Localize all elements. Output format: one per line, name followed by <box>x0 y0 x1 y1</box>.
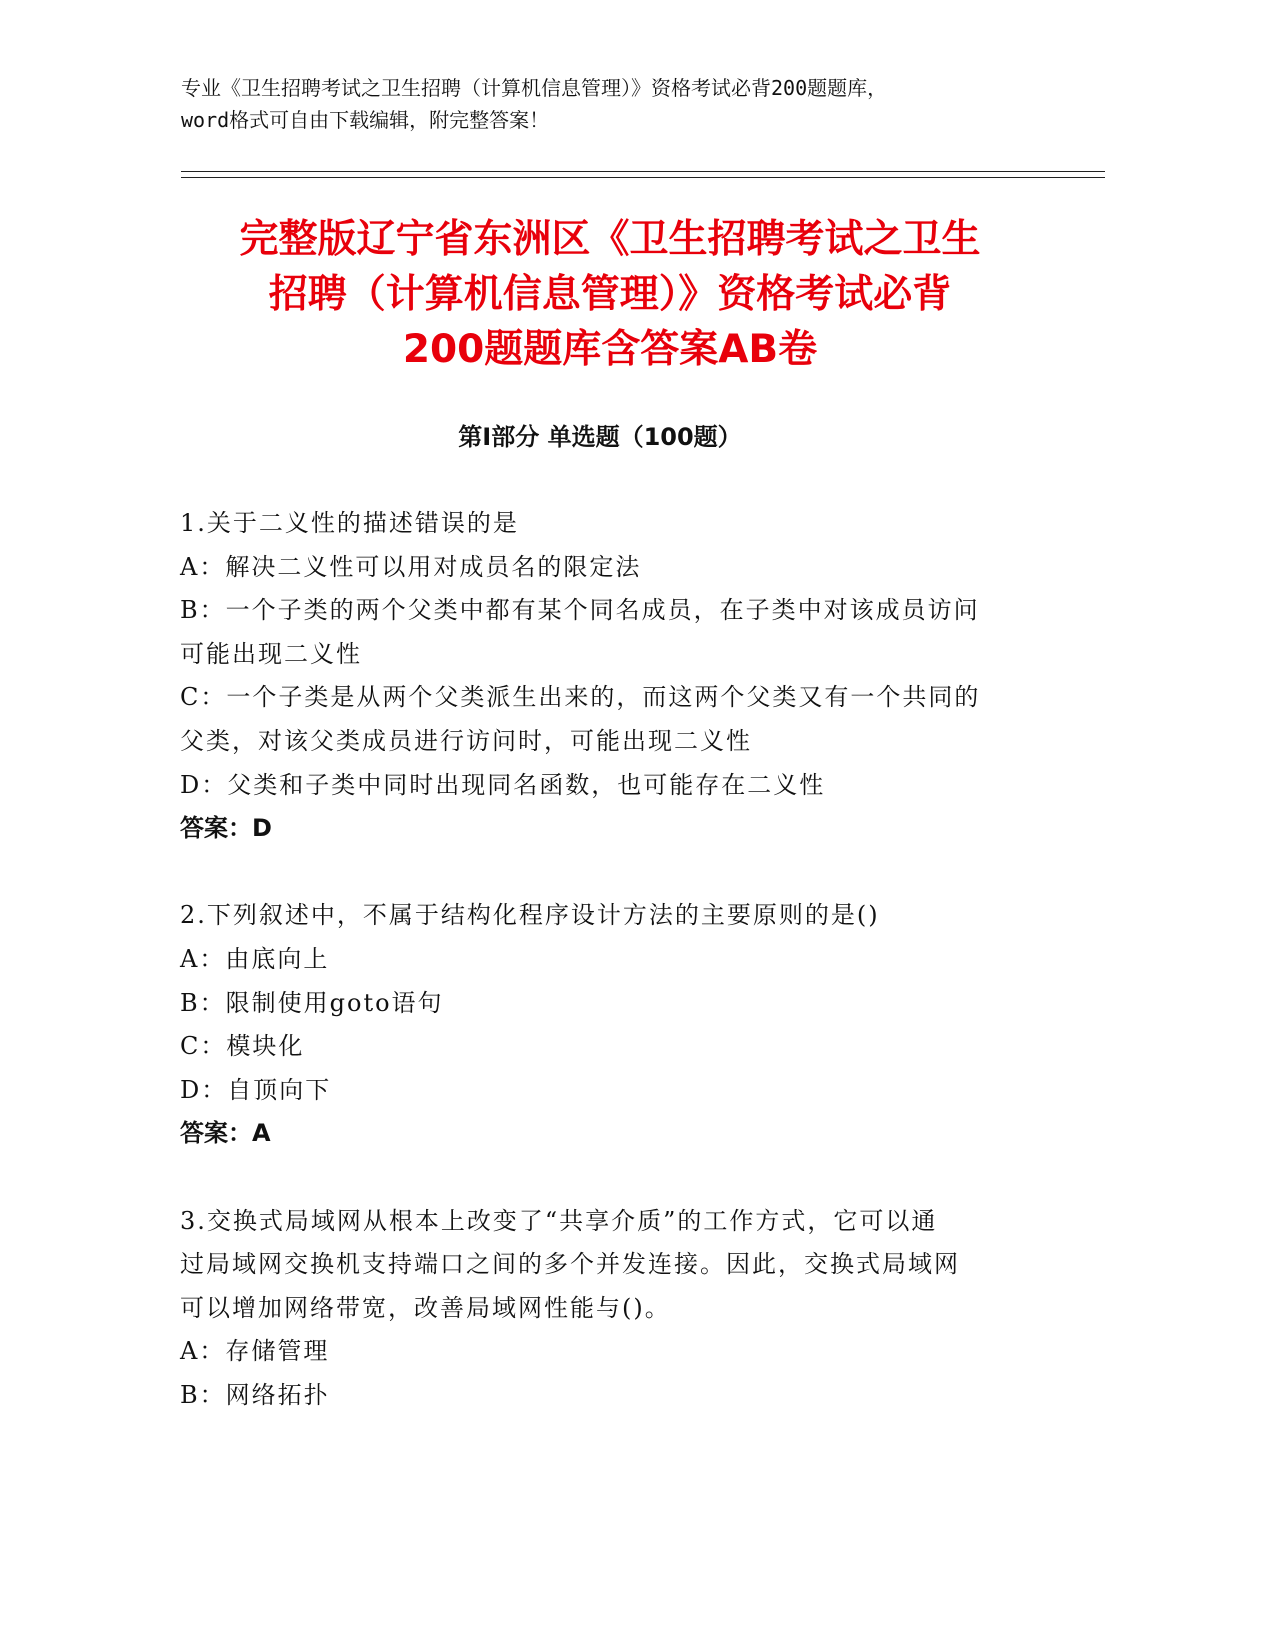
document-title <box>160 212 1060 377</box>
option-a: A：由底向上 <box>180 944 330 973</box>
answer-label: 答案：D <box>180 814 272 843</box>
option-a: A：解决二义性可以用对成员名的限定法 <box>180 552 642 581</box>
question-3 <box>180 1200 1030 1418</box>
document-header-note <box>181 72 1101 136</box>
option-c: C：模块化 <box>180 1032 305 1061</box>
option-c-continued: 父类，对该父类成员进行访问时，可能出现二义性 <box>180 726 752 755</box>
title-line-3: 200题题库含答案AB卷 <box>402 327 818 372</box>
question-list <box>180 502 1030 1417</box>
title-line-1: 完整版辽宁省东洲区《卫生招聘考试之卫生 <box>239 217 981 262</box>
question-2 <box>180 894 1030 1156</box>
header-divider-top <box>181 171 1105 172</box>
question-1 <box>180 502 1030 851</box>
title-line-2: 招聘（计算机信息管理）》资格考试必背 <box>268 272 952 317</box>
option-d: D：父类和子类中同时出现同名函数，也可能存在二义性 <box>180 770 826 799</box>
section-title: 第Ⅰ部分 单选题（100题） <box>458 423 742 451</box>
header-note-line-1: 专业《卫生招聘考试之卫生招聘（计算机信息管理）》资格考试必背200题题库， <box>181 76 888 100</box>
answer-label: 答案：A <box>180 1119 271 1148</box>
option-b: B：限制使用goto语句 <box>180 988 444 1017</box>
question-stem-continued: 可以增加网络带宽，改善局域网性能与()。 <box>180 1293 671 1322</box>
option-b: B：一个子类的两个父类中都有某个同名成员，在子类中对该成员访问 <box>180 596 980 625</box>
option-c: C：一个子类是从两个父类派生出来的，而这两个父类又有一个共同的 <box>180 683 981 712</box>
question-stem: 2.下列叙述中，不属于结构化程序设计方法的主要原则的是() <box>180 901 880 930</box>
question-spacer <box>180 1156 1030 1200</box>
header-note-line-2: word格式可自由下载编辑，附完整答案！ <box>181 108 550 132</box>
question-stem: 1.关于二义性的描述错误的是 <box>180 509 519 537</box>
question-stem-continued: 过局域网交换机支持端口之间的多个并发连接。因此，交换式局域网 <box>180 1250 960 1279</box>
option-b-continued: 可能出现二义性 <box>180 639 362 668</box>
option-b: B：网络拓扑 <box>180 1380 330 1409</box>
option-d: D：自顶向下 <box>180 1075 332 1104</box>
question-spacer <box>180 851 1030 895</box>
question-stem: 3.交换式局域网从根本上改变了“共享介质”的工作方式，它可以通 <box>180 1206 938 1235</box>
option-a: A：存储管理 <box>180 1337 330 1366</box>
header-divider-bottom <box>181 177 1105 178</box>
